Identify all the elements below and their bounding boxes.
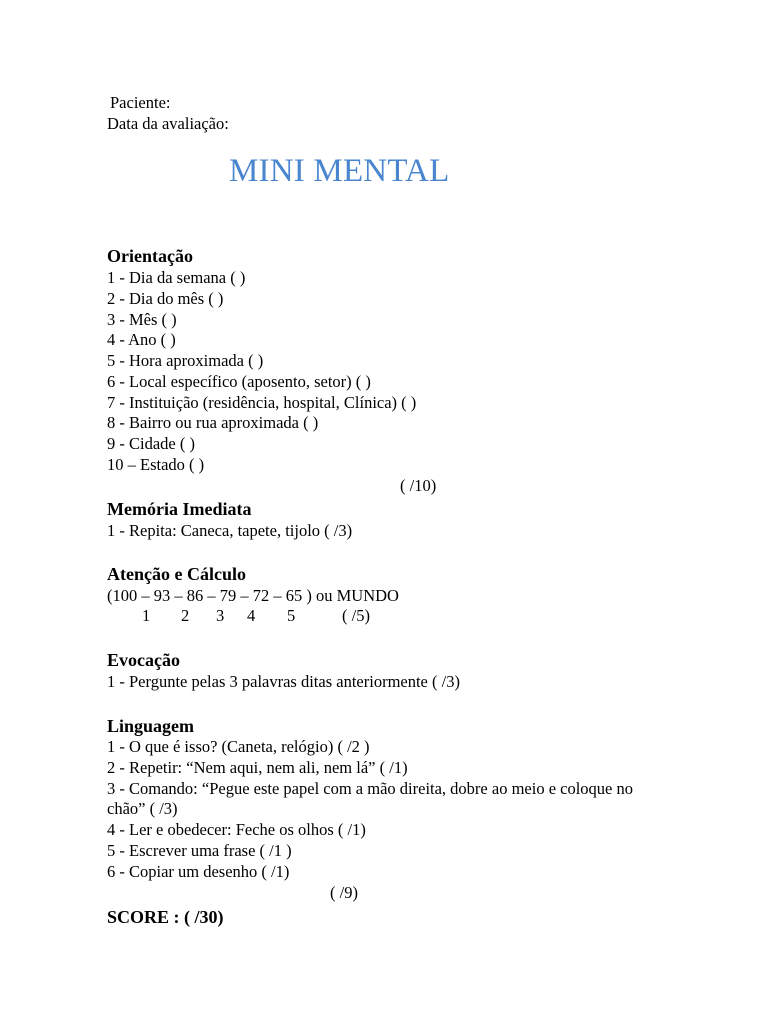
orientacao-item: 5 - Hora aproximada ( ) [107,351,264,370]
linguagem-subtotal: ( /9) [330,883,358,902]
atencao-digit: 2 [181,606,190,625]
linguagem-item: 5 - Escrever uma frase ( /1 ) [107,841,292,860]
orientacao-item: 1 - Dia da semana ( ) [107,268,246,287]
orientacao-item: 4 - Ano ( ) [107,330,176,349]
document-title: MINI MENTAL [229,153,450,189]
total-score: SCORE : ( /30) [107,907,224,927]
atencao-digit: 5 [287,606,296,625]
atencao-sequence: (100 – 93 – 86 – 79 – 72 – 65 ) ou MUNDO [107,586,399,605]
evocacao-item: 1 - Pergunte pelas 3 palavras ditas anteriormente ( /3) [107,672,460,691]
atencao-digit: 1 [142,606,151,625]
atencao-subtotal: ( /5) [342,606,370,625]
orientacao-item: 3 - Mês ( ) [107,310,177,329]
patient-label: Paciente: [110,93,171,112]
orientacao-item: 8 - Bairro ou rua aproximada ( ) [107,413,319,432]
section-heading-evocacao: Evocação [107,650,180,670]
orientacao-item: 10 – Estado ( ) [107,455,205,474]
atencao-digit-row [0,606,400,626]
linguagem-item: 4 - Ler e obedecer: Feche os olhos ( /1) [107,820,366,839]
linguagem-item: 2 - Repetir: “Nem aqui, nem ali, nem lá” ( /1) [107,758,408,777]
orientacao-item: 2 - Dia do mês ( ) [107,289,224,308]
orientacao-item: 6 - Local específico (aposento, setor) ( ) [107,372,371,391]
atencao-digit: 3 [216,606,225,625]
evaluation-date-label: Data da avaliação: [107,114,229,133]
orientacao-item: 9 - Cidade ( ) [107,434,195,453]
linguagem-item: 3 - Comando: “Pegue este papel com a mão direita, dobre ao meio e coloque no chão” ( /3) [107,779,633,818]
section-heading-memoria: Memória Imediata [107,499,252,519]
linguagem-item: 1 - O que é isso? (Caneta, relógio) ( /2 ) [107,737,370,756]
orientacao-item: 7 - Instituição (residência, hospital, Clínica) ( ) [107,393,417,412]
memoria-item: 1 - Repita: Caneca, tapete, tijolo ( /3) [107,521,353,540]
orientacao-subtotal: ( /10) [400,476,437,495]
section-heading-linguagem: Linguagem [107,716,195,736]
section-heading-atencao: Atenção e Cálculo [107,564,246,584]
linguagem-item: 6 - Copiar um desenho ( /1) [107,862,290,881]
section-heading-orientacao: Orientação [107,246,193,266]
atencao-digit: 4 [247,606,256,625]
